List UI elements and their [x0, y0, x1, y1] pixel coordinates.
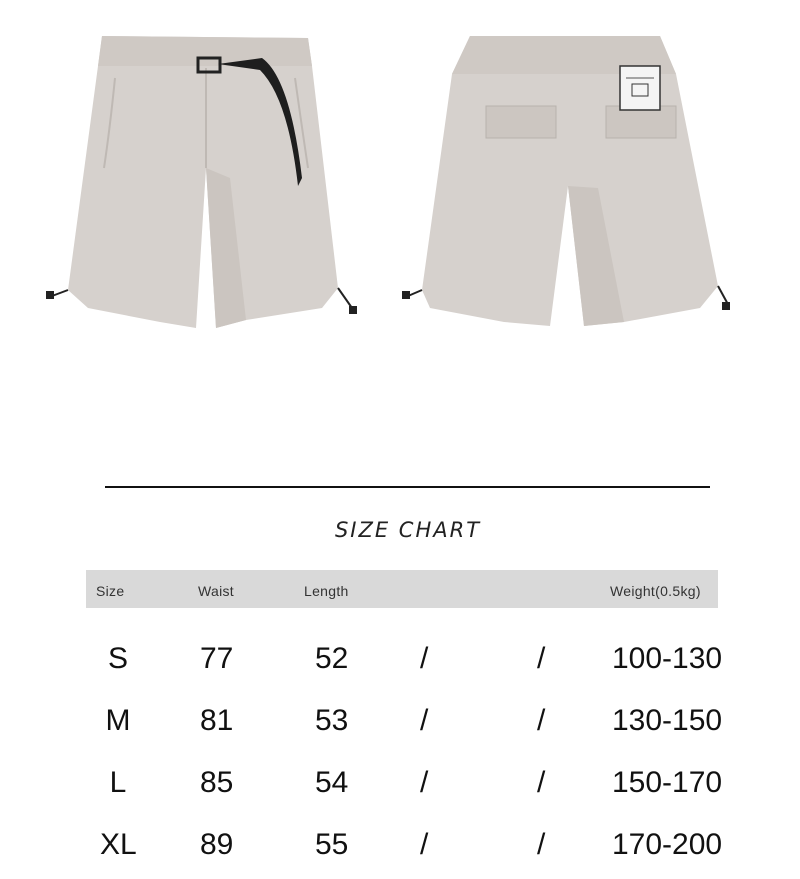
shorts-front-photo — [40, 18, 370, 348]
shorts-back-photo — [400, 18, 730, 348]
cell-blank: / — [537, 704, 546, 737]
cell-size: M — [105, 704, 131, 737]
size-row — [0, 628, 800, 690]
cell-size: XL — [100, 828, 137, 861]
cell-blank: / — [420, 828, 429, 861]
cell-weight: 170-200 — [612, 828, 723, 861]
cell-blank: / — [420, 642, 429, 675]
cell-length: 53 — [315, 704, 349, 737]
cell-length: 54 — [315, 766, 349, 799]
size-row — [0, 690, 800, 752]
cell-blank: / — [537, 766, 546, 799]
size-chart-title: SIZE CHART — [334, 518, 482, 542]
section-divider — [105, 486, 710, 488]
cell-waist: 81 — [200, 704, 234, 737]
cell-weight: 150-170 — [612, 766, 723, 799]
header-size: Size — [96, 583, 125, 599]
cell-length: 52 — [315, 642, 349, 675]
shorts-front-illustration — [40, 18, 370, 348]
header-weight: Weight(0.5kg) — [610, 583, 701, 599]
cell-blank: / — [420, 766, 429, 799]
cell-size: S — [107, 642, 128, 675]
cell-blank: / — [420, 704, 429, 737]
cell-length: 55 — [315, 828, 349, 861]
header-waist: Waist — [198, 583, 234, 599]
cell-weight: 100-130 — [612, 642, 723, 675]
size-row — [0, 752, 800, 814]
cell-weight: 130-150 — [612, 704, 723, 737]
size-chart-header — [86, 570, 718, 608]
shorts-back-illustration — [400, 18, 730, 348]
cell-blank: / — [537, 642, 546, 675]
cell-waist: 89 — [200, 828, 234, 861]
cell-blank: / — [537, 828, 546, 861]
cell-waist: 85 — [200, 766, 234, 799]
product-photos — [0, 0, 800, 360]
cell-waist: 77 — [200, 642, 234, 675]
cell-size: L — [109, 766, 127, 799]
size-row — [0, 814, 800, 876]
header-length: Length — [304, 583, 349, 599]
